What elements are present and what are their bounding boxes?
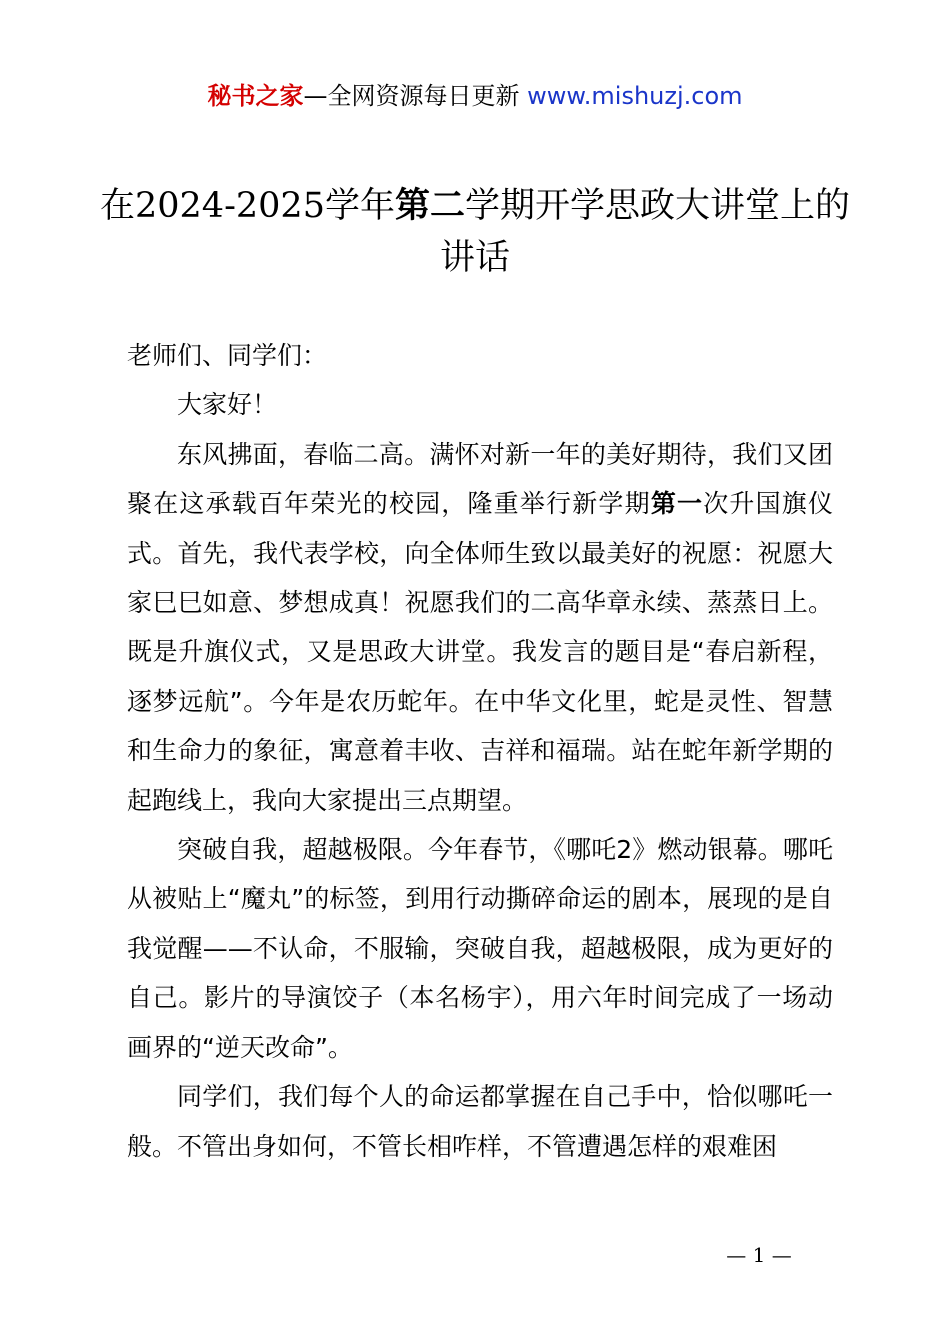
site-url-link[interactable]: www.mishuzj.com [527,82,743,110]
site-tagline: —全网资源每日更新 [303,82,520,110]
greeting: 大家好！ [177,390,278,420]
paragraph-3: 同学们，我们每个人的命运都掌握在自己手中，恰似哪吒一般。不管出身如何，不管长相咋样，不管遭遇怎样的艰难困 [127,1082,833,1161]
paragraph-1-bold: 第一 [650,489,704,519]
title-part-1: 在2024-2025学年 [100,186,395,226]
paragraph-2: 突破自我，超越极限。今年春节，《哪吒2》燃动银幕。哪吒从被贴上“魔丸”的标签，到用行动撕碎命运的剧本，展现的是自我觉醒——不认命，不服输，突破自我，超越极限，成为更好的自己。影片的导演饺子（本名杨宇），用六年时间完成了一场动画界的“逆天改命”。 [127,835,833,1062]
paragraph-1-text-b: 次升国旗仪式。首先，我代表学校，向全体师生致以最美好的祝愿：祝愿大家巳巳如意、梦想成真！祝愿我们的二高华章永续、蒸蒸日上。既是升旗仪式，又是思政大讲堂。我发言的题目是“春启新程，逐梦远航”。今年是农历蛇年。在中华文化里，蛇是灵性、智慧和生命力的象征，寓意着丰收、吉祥和福瑞。站在蛇年新学期的起跑线上，我向大家提出三点期望。 [127,489,833,815]
salutation: 老师们、同学们： [127,341,328,370]
document-body [127,331,833,1171]
site-header [0,80,950,112]
paragraph-1-text-a: 东风拂面，春临二高。满怀对新一年的美好期待，我们又团聚在这承载百年荣光的校园，隆重举行新学期 [127,439,833,519]
paragraph-1 [127,430,833,825]
page-number: — 1 — [726,1243,792,1267]
document-title [100,180,850,284]
title-bold-part: 第二 [394,185,465,226]
site-brand: 秘书之家 [207,82,304,110]
title-part-2: 学期开学思政大讲堂上的讲话 [439,186,851,278]
